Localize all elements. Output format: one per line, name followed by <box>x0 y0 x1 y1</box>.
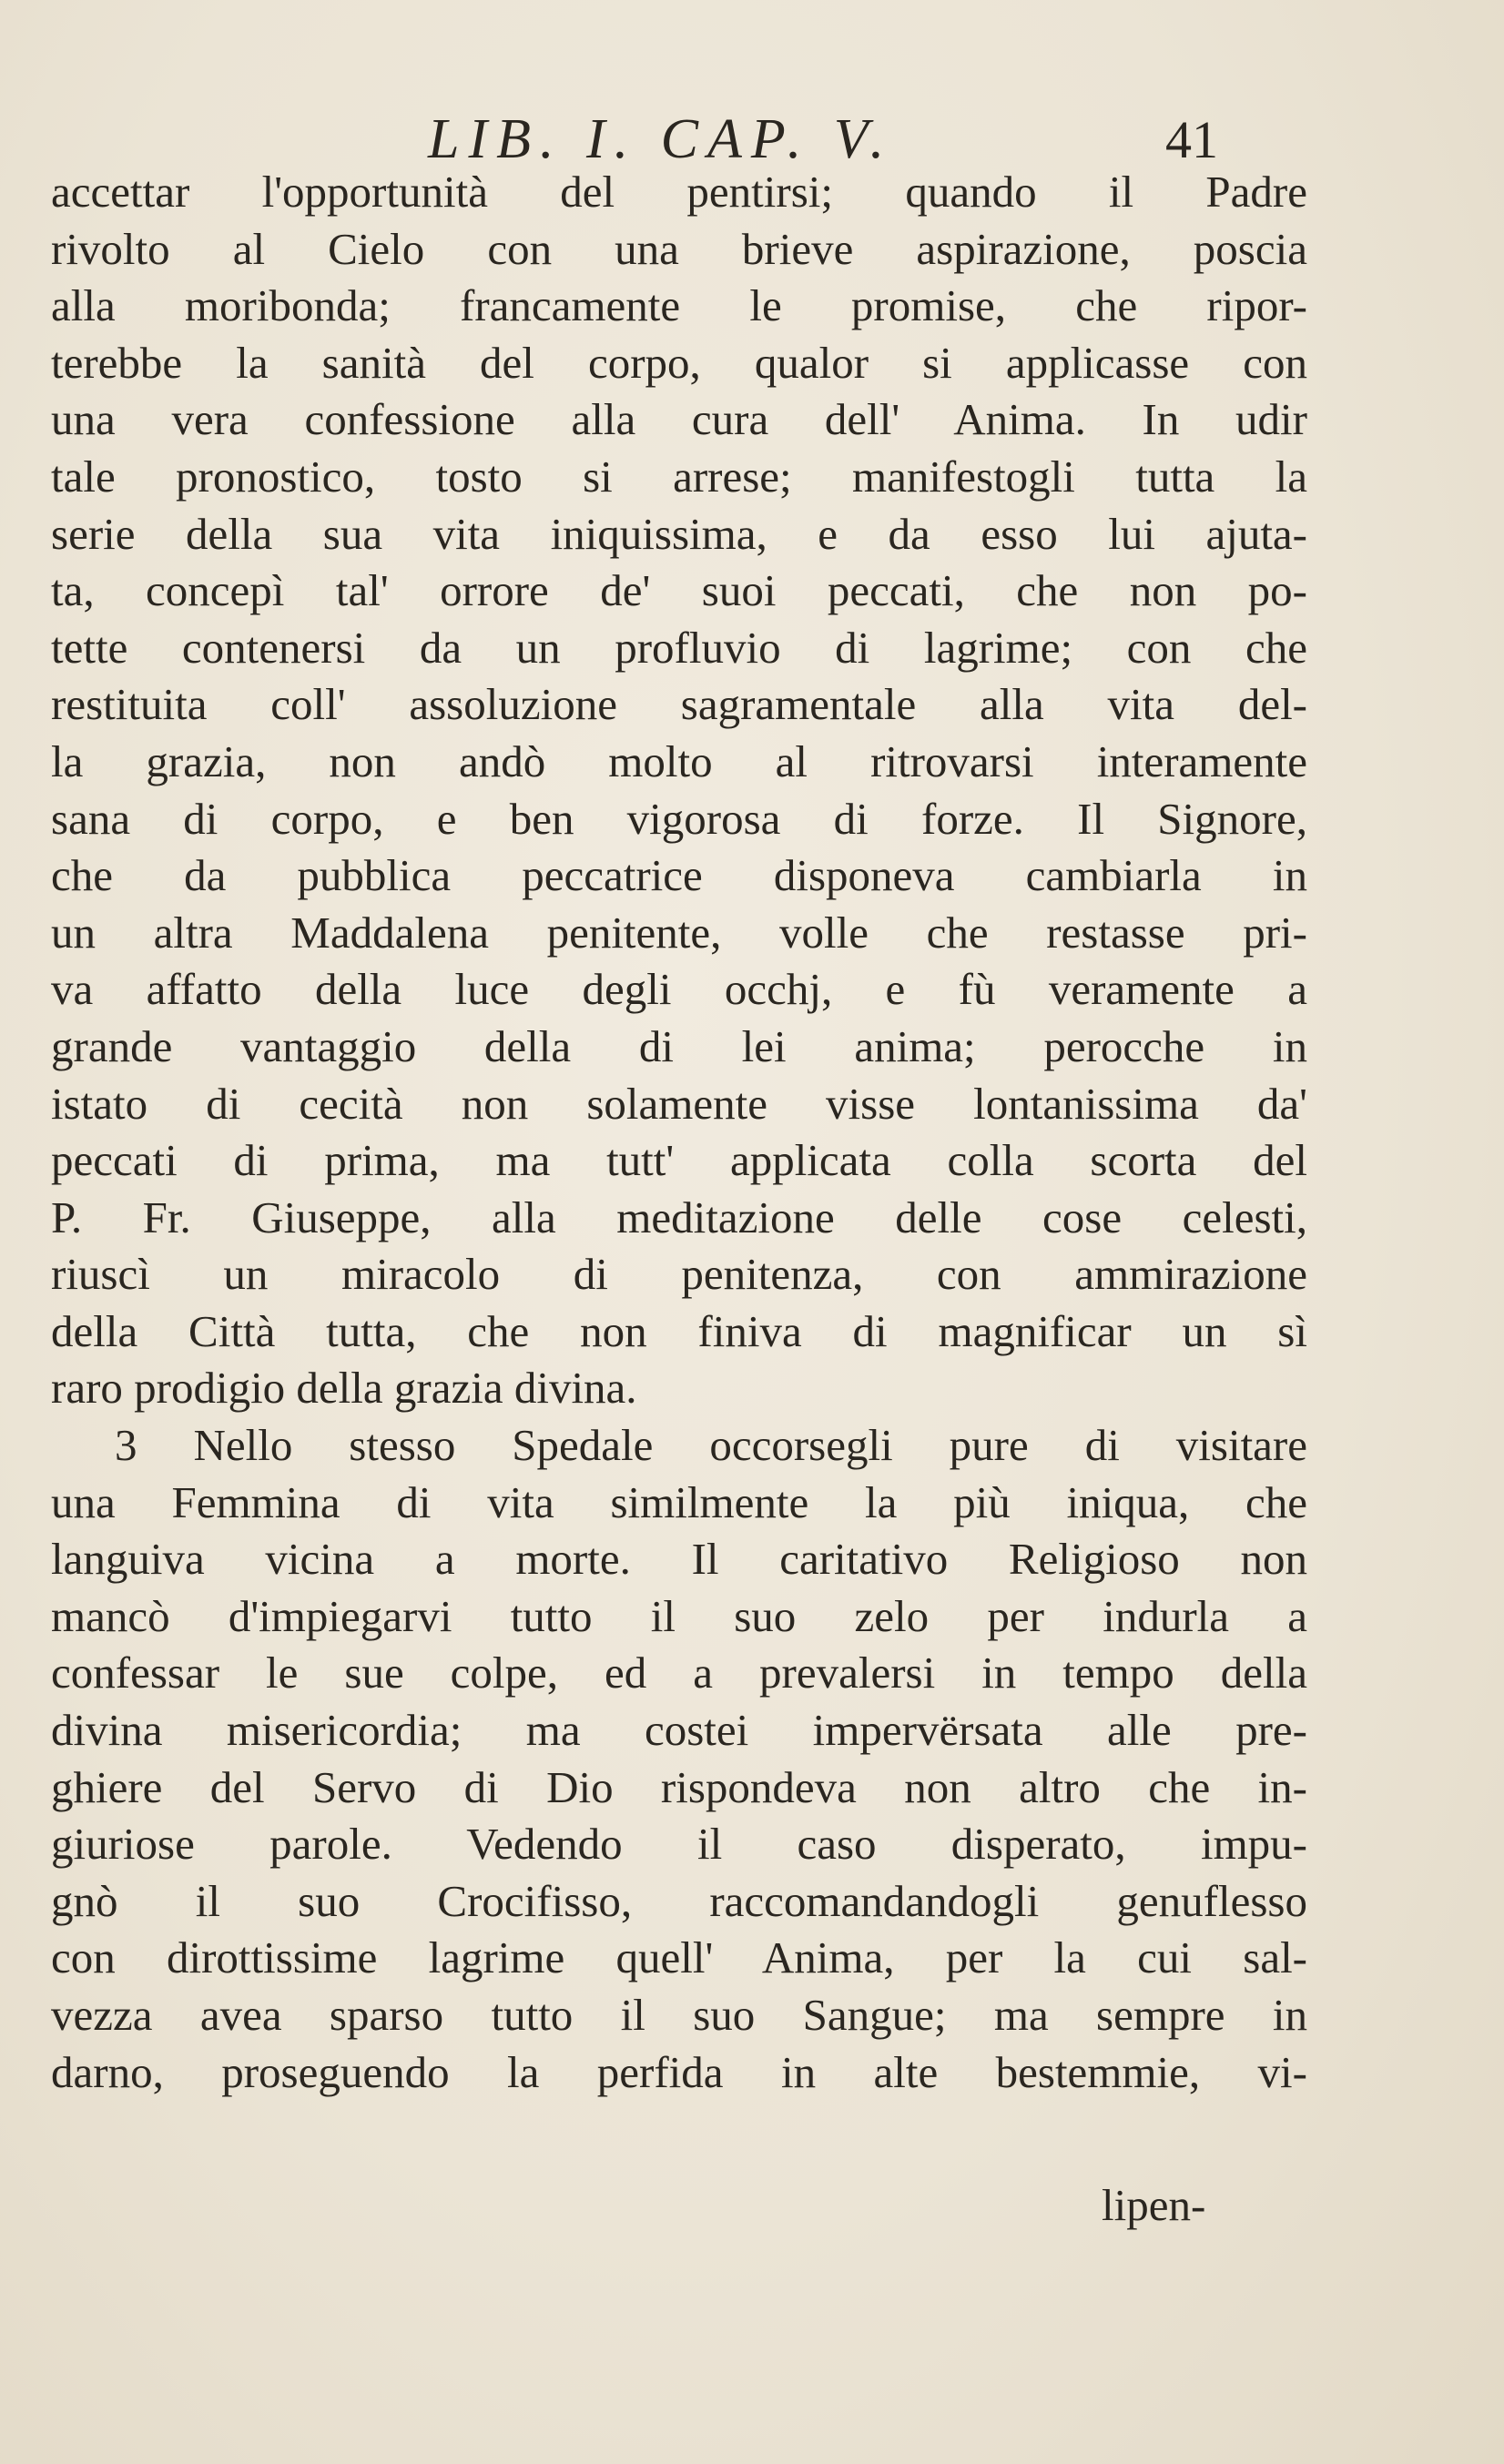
text-line: mancò d'impiegarvi tutto il suo zelo per indurla a <box>51 1590 1307 1641</box>
text-line: alla moribonda; francamente le promise, che ripor- <box>51 280 1307 331</box>
running-head: LIB. I. CAP. V. <box>428 108 894 170</box>
text-line: languiva vicina a morte. Il caritativo Religioso non <box>51 1534 1307 1585</box>
paragraph-end-line: raro prodigio della grazia divina. <box>51 1363 637 1414</box>
text-line: con dirottissime lagrime quell' Anima, per la cui sal- <box>51 1932 1307 1983</box>
text-line: divina misericordia; ma costei impervërsata alle pre- <box>51 1705 1307 1756</box>
text-line: confessar le sue colpe, ed a prevalersi in tempo della <box>51 1648 1307 1698</box>
text-line: riuscì un miracolo di penitenza, con ammirazione <box>51 1249 1307 1300</box>
text-line: va affatto della luce degli occhj, e fù veramente a <box>51 964 1307 1015</box>
text-line: vezza avea sparso tutto il suo Sangue; ma sempre in <box>51 1990 1307 2040</box>
text-line: istato di cecità non solamente visse lontanissima da' <box>51 1078 1307 1129</box>
paragraph-start-line: 3 Nello stesso Spedale occorsegli pure di visitare <box>115 1420 1307 1471</box>
text-line: una Femmina di vita similmente la più iniqua, che <box>51 1476 1307 1527</box>
text-line: rivolto al Cielo con una brieve aspirazione, poscia <box>51 223 1307 274</box>
text-line: ta, concepì tal' orrore de' suoi peccati, che non po- <box>51 565 1307 616</box>
catchword: lipen- <box>1102 2180 1206 2230</box>
text-line: restituita coll' assoluzione sagramentale alla vita del- <box>51 679 1307 730</box>
text-line: tale pronostico, tosto si arrese; manifestogli tutta la <box>51 451 1307 502</box>
text-line: un altra Maddalena penitente, volle che restasse pri- <box>51 907 1307 958</box>
text-line: tette contenersi da un profluvio di lagrime; con che <box>51 622 1307 673</box>
page-header <box>0 107 1504 171</box>
text-line: gnò il suo Crocifisso, raccomandandogli genuflesso <box>51 1875 1307 1926</box>
text-line: la grazia, non andò molto al ritrovarsi interamente <box>51 735 1307 786</box>
page-number: 41 <box>1165 110 1218 169</box>
text-line: ghiere del Servo di Dio rispondeva non altro che in- <box>51 1761 1307 1812</box>
body-text <box>51 164 1307 2101</box>
text-line: P. Fr. Giuseppe, alla meditazione delle cose celesti, <box>51 1191 1307 1242</box>
text-line: sana di corpo, e ben vigorosa di forze. Il Signore, <box>51 793 1307 844</box>
text-line: terebbe la sanità del corpo, qualor si applicasse con <box>51 337 1307 388</box>
text-line: giuriose parole. Vedendo il caso disperato, impu- <box>51 1819 1307 1870</box>
text-line: della Città tutta, che non finiva di magnificar un sì <box>51 1305 1307 1356</box>
text-line: una vera confessione alla cura dell' Anima. In udir <box>51 394 1307 445</box>
text-line: accettar l'opportunità del pentirsi; quando il Padre <box>51 167 1307 217</box>
text-line: darno, proseguendo la perfida in alte bestemmie, vi- <box>51 2046 1307 2097</box>
text-line: grande vantaggio della di lei anima; perocche in <box>51 1020 1307 1071</box>
text-line: che da pubblica peccatrice disponeva cambiarla in <box>51 850 1307 901</box>
text-line: serie della sua vita iniquissima, e da esso lui ajuta- <box>51 508 1307 559</box>
text-line: peccati di prima, ma tutt' applicata colla scorta del <box>51 1135 1307 1186</box>
